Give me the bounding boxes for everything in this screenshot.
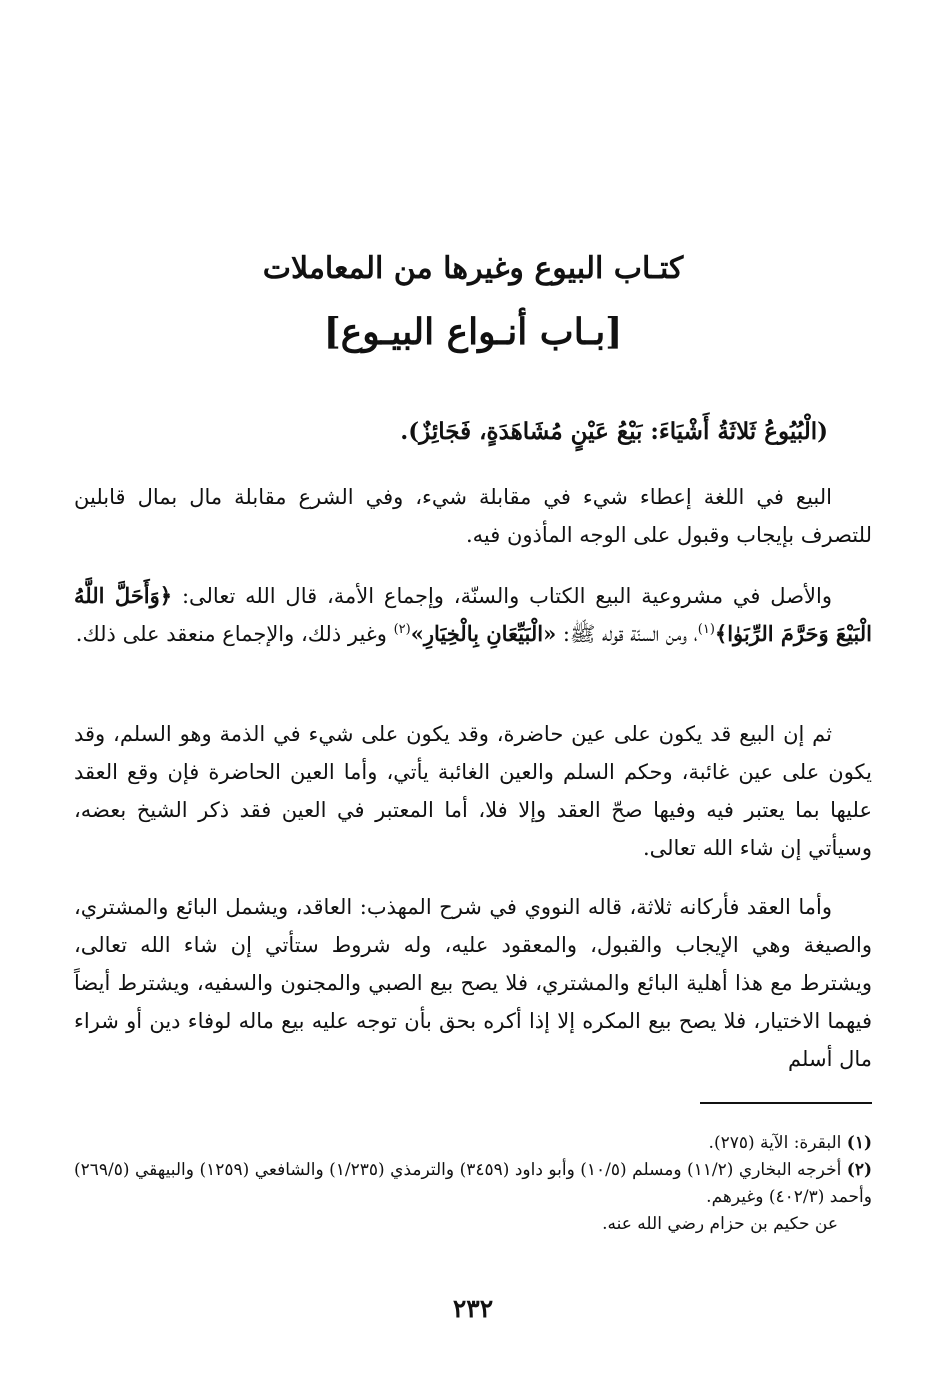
book-title: كتـاب البيوع وغيرها من المعاملات — [262, 251, 684, 286]
chapter-title: [بـاب أنـواع البيـوع] — [323, 311, 623, 353]
matn-text: (الْبُيُوعُ ثَلاثَةُ أَشْيَاءَ: بَيْعُ عَيْنٍ مُشَاهَدَةٍ، فَجَائِزٌ). — [400, 418, 828, 445]
footnote-ref-1[interactable]: (١) — [697, 622, 715, 637]
footnote-2-text: أخرجه البخاري (١١/٢) ومسلم (١٠/٥) وأبو داود (٣٤٥٩) والترمذي (١/٢٣٥) والشافعي (١٢٥٩) والبيهقي (٢٦٩/٥) وأحمد (٤٠٢/٣) وغيرهم. — [74, 1160, 872, 1207]
page-number: ٢٣٢ — [452, 1294, 494, 1323]
footnote-divider — [700, 1102, 872, 1104]
legitimacy-sunnah: ، ومن السنّة قوله ﷺ: — [556, 622, 698, 646]
footnote-1 — [74, 1130, 872, 1157]
footnote-2-continuation: عن حكيم بن حزام رضي الله عنه. — [602, 1214, 838, 1234]
legitimacy-consensus: وغير ذلك، والإجماع منعقد على ذلك. — [75, 622, 394, 646]
paragraph-sale-types: ثم إن البيع قد يكون على عين حاضرة، وقد يكون على شيء في الذمة وهو السلم، وقد يكون على عين غائبة، وحكم السلم والعين الغائبة يأتي، وأما العين الحاضرة فإن وقع العقد عليها بما يعتبر فيه وفيها صحّ العقد وإلا فلا، أما المعتبر في العين فقد ذكر الشيخ بعضه، وسيأتي إن شاء الله تعالى. — [74, 722, 872, 860]
hadith-quote: «الْبَيِّعَانِ بِالْخِيَارِ» — [410, 621, 557, 646]
paragraph-legitimacy — [74, 577, 872, 653]
quran-verse: ﴿وَأَحَلَّ اللَّهُ الْبَيْعَ وَحَرَّمَ الرِّبَوٰا﴾ — [74, 583, 872, 646]
footnote-1-number: (١) — [846, 1133, 872, 1153]
footnotes — [74, 1130, 872, 1238]
legitimacy-intro: والأصل في مشروعية البيع الكتاب والسنّة، وإجماع الأمة، قال الله تعالى: — [172, 584, 832, 608]
footnote-2-number: (٢) — [846, 1160, 872, 1180]
footnote-2 — [74, 1157, 872, 1211]
paragraph-contract-pillars: وأما العقد فأركانه ثلاثة، قاله النووي في شرح المهذب: العاقد، ويشمل البائع والمشتري، والصيغة وهي الإيجاب والقبول، والمعقود عليه، وله شروط ستأتي إن شاء الله تعالى، ويشترط مع هذا أهلية البائع والمشتري، فلا يصح بيع الصبي والمجنون والسفيه، ويشترط أيضاً فيهما الاختيار، فلا يصح بيع المكره إلا إذا أكره بحق بأن توجه عليه بيع ماله لوفاء دين أو شراء مال أسلم — [74, 895, 872, 1071]
footnote-1-text: البقرة: الآية (٢٧٥). — [708, 1133, 842, 1153]
paragraph-definition: البيع في اللغة إعطاء شيء في مقابلة شيء، وفي الشرع مقابلة مال بمال قابلين للتصرف بإيجاب وقبول على الوجه المأذون فيه. — [74, 485, 872, 547]
footnote-ref-2[interactable]: (٢) — [393, 622, 411, 637]
